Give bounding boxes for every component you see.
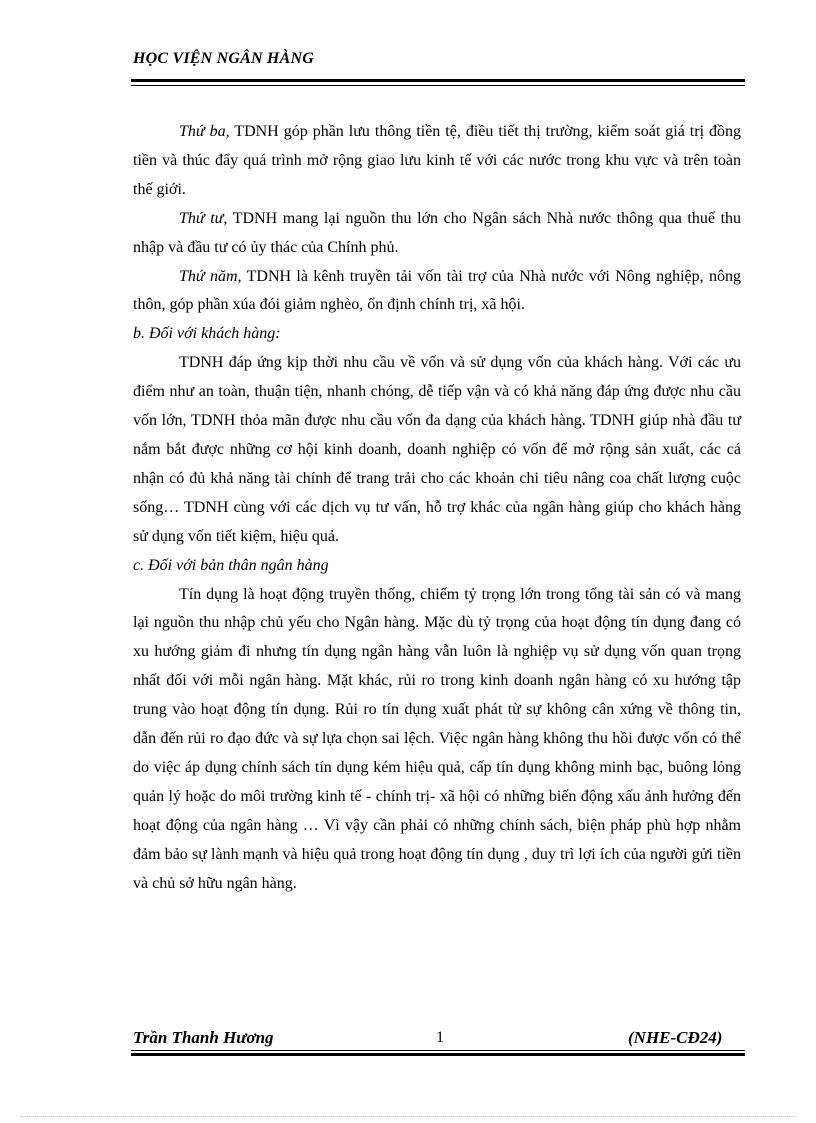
paragraph-khach-hang: TDNH đáp ứng kịp thời nhu cầu về vốn và sử dụng vốn của khách hàng. Với các ưu điểm như an toàn, thuận tiện, nhanh chóng, dễ tiếp vận và có khả năng đáp ứng được nhu cầu vốn lớn, TDNH thỏa mãn được nhu cầu vốn đa dạng của khách hàng. TDNH giúp nhà đầu tư nắm bắt được những cơ hội kinh doanh, doanh nghiệp có vốn để mở rộng sản xuất, các cá nhận có đủ khả năng tài chính để trang trải cho các khoản chi tiêu nâng coa chất lượng cuộc sống… TDNH cùng với các dịch vụ tư vấn, hỗ trợ khác của ngân hàng giúp cho khách hàng sử dụng vốn tiết kiệm, hiệu quả.	[133, 354, 741, 545]
paragraph-lead: Thứ năm,	[179, 267, 242, 285]
footer-rule-thick	[131, 1053, 745, 1056]
paragraph-thu-tu	[133, 205, 741, 263]
document-body	[133, 118, 741, 898]
page-bottom-dotted-border	[20, 1116, 796, 1117]
section-heading-c: c. Đối với bản thân ngân hàng	[133, 556, 329, 574]
footer-code: (NHE-CĐ24)	[628, 1028, 723, 1047]
footer-author: Trần Thanh Hương	[133, 1028, 274, 1047]
paragraph-thu-ba	[133, 118, 741, 205]
header-title: HỌC VIỆN NGÂN HÀNG	[133, 50, 314, 67]
header-rule-thick	[131, 79, 745, 82]
paragraph-text: TDNH góp phần lưu thông tiền tệ, điều tiết thị trường, kiểm soát giá trị đồng tiền và thúc đẩy quá trình mở rộng giao lưu kinh tế với các nước trong khu vực và trên toàn thế giới.	[133, 123, 741, 198]
section-heading-b: b. Đối với khách hàng:	[133, 325, 281, 343]
footer-page-number: 1	[436, 1029, 444, 1046]
header-rule-thin	[131, 85, 745, 86]
paragraph-text: TDNH là kênh truyền tải vốn tài trợ của Nhà nước với Nông nghiệp, nông thôn, góp phần xúa đói giảm nghèo, ổn định chính trị, xã hội.	[133, 267, 741, 314]
paragraph-text: TDNH mang lại nguồn thu lớn cho Ngân sách Nhà nước thông qua thuế thu nhập và đầu tư có ủy thác của Chính phủ.	[133, 209, 742, 256]
paragraph-lead: Thứ tư,	[179, 209, 228, 227]
paragraph-lead: Thứ ba,	[179, 123, 230, 140]
paragraph-ngan-hang: Tín dụng là hoạt động truyền thống, chiếm tỷ trọng lớn trong tổng tài sản có và mang lại nguồn thu nhập chủ yếu cho Ngân hàng. Mặc dù tỷ trọng của hoạt động tín dụng đang có xu hướng giảm đi nhưng tín dụng ngân hàng vẫn luôn là nghiệp vụ sử dụng vốn quan trọng nhất đối với mỗi ngân hàng. Mặt khác, rủi ro trong kinh doanh ngân hàng có xu hướng tập trung vào hoạt động tín dụng. Rủi ro tín dụng xuất phát từ sự không cân xứng về thông tin, dẫn đến rủi ro đạo đức và sự lựa chọn sai lệch. Việc ngân hàng không thu hồi được vốn có thể do việc áp dụng chính sách tín dụng kém hiệu quả, cấp tín dụng không minh bạc, buông lỏng quản lý hoặc do môi trường kinh tế - chính trị- xã hội có những biến động xấu ảnh hưởng đến hoạt động của ngân hàng … Vì vậy cần phải có những chính sách, biện pháp phù hợp nhằm đảm bảo sự lành mạnh và hiệu quả trong hoạt động tín dụng , duy trì lợi ích của người gửi tiền và chủ sở hữu ngân hàng.	[133, 585, 741, 892]
paragraph-thu-nam	[133, 263, 741, 321]
footer-rule-thin	[131, 1050, 745, 1051]
